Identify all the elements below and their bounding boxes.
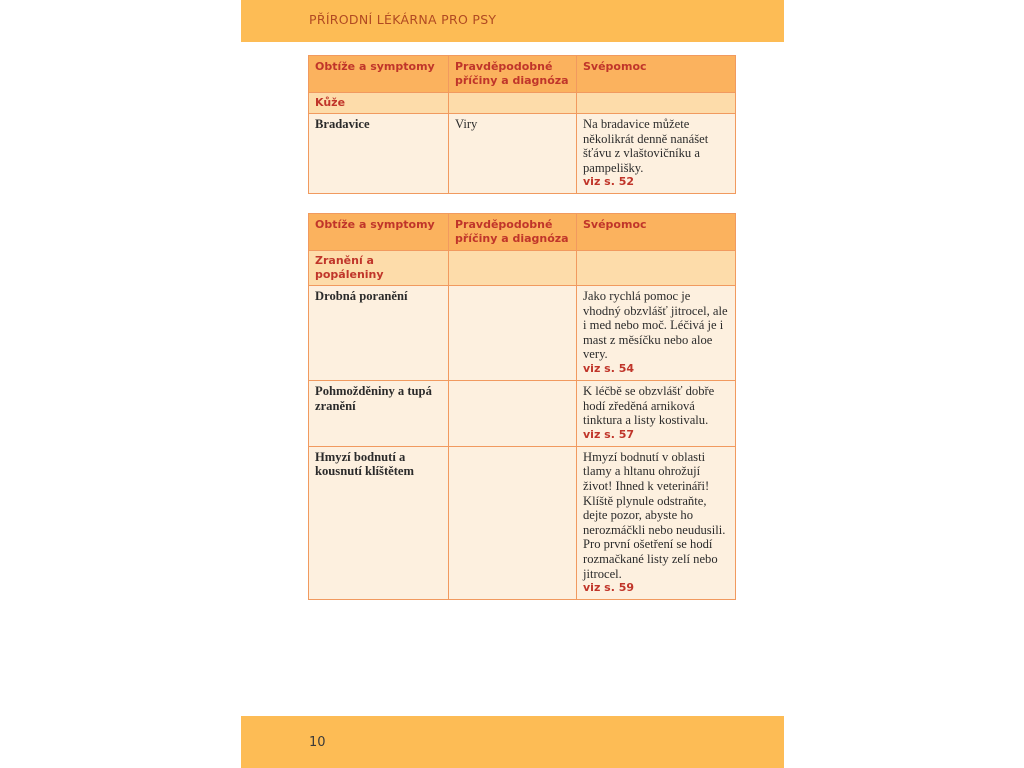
table-header-row: [309, 56, 736, 93]
self-help-text: Na bradavice můžete několikrát denně nanášet šťávu z vlaštovičníku a pampelišky.: [583, 117, 709, 175]
column-header-symptoms: Obtíže a symptomy: [309, 56, 449, 93]
table-header-row: [309, 214, 736, 251]
section-row: [309, 93, 736, 114]
cause-cell: Viry: [449, 114, 577, 194]
remedy-table-skin: [308, 55, 736, 194]
column-header-causes: Pravděpodobné příčiny a diagnóza: [449, 214, 577, 251]
table-row: [309, 286, 736, 381]
page-number: 10: [309, 735, 326, 750]
page-reference-link[interactable]: viz s. 54: [583, 361, 635, 375]
table-row: [309, 114, 736, 194]
table-row: [309, 380, 736, 446]
symptom-cell: Hmyzí bodnutí a kousnutí klíštětem: [309, 446, 449, 599]
section-title: Kůže: [309, 93, 449, 114]
page-reference-link[interactable]: viz s. 52: [583, 175, 635, 189]
page-reference-link[interactable]: viz s. 59: [583, 581, 635, 595]
running-title: PŘÍRODNÍ LÉKÁRNA PRO PSY: [309, 12, 497, 27]
self-help-cell: [577, 380, 736, 446]
self-help-cell: [577, 446, 736, 599]
page-footer: [241, 716, 784, 768]
self-help-text: K léčbě se obzvlášť dobře hodí zředěná arniková tinktura a listy kostivalu.: [583, 383, 715, 428]
column-header-symptoms: Obtíže a symptomy: [309, 214, 449, 251]
column-header-self-help: Svépomoc: [577, 214, 736, 251]
remedy-table-injuries: [308, 213, 736, 600]
column-header-causes: Pravděpodobné příčiny a diagnóza: [449, 56, 577, 93]
self-help-text: Jako rychlá pomoc je vhodný obzvlášť jitrocel, ale i med nebo moč. Léčivá je i mast z měsíčku nebo aloe very.: [583, 289, 728, 362]
table-row: [309, 446, 736, 599]
section-row: [309, 251, 736, 286]
page-reference-link[interactable]: viz s. 57: [583, 427, 635, 441]
section-title: Zranění a popáleniny: [309, 251, 449, 286]
cause-cell: [449, 380, 577, 446]
self-help-text: Hmyzí bodnutí v oblasti tlamy a hltanu ohrožují život! Ihned k veterináři! Klíště plynule odstraňte, dejte pozor, abyste ho nerozmáčkli nebo neudusili. Pro první ošetření se hodí rozmačkané listy zelí nebo jitrocel.: [583, 449, 726, 581]
column-header-self-help: Svépomoc: [577, 56, 736, 93]
page-header: [241, 0, 784, 42]
symptom-cell: Drobná poranění: [309, 286, 449, 381]
self-help-cell: [577, 114, 736, 194]
self-help-cell: [577, 286, 736, 381]
symptom-cell: Bradavice: [309, 114, 449, 194]
symptom-cell: Pohmožděniny a tupá zranění: [309, 380, 449, 446]
cause-cell: [449, 286, 577, 381]
cause-cell: [449, 446, 577, 599]
